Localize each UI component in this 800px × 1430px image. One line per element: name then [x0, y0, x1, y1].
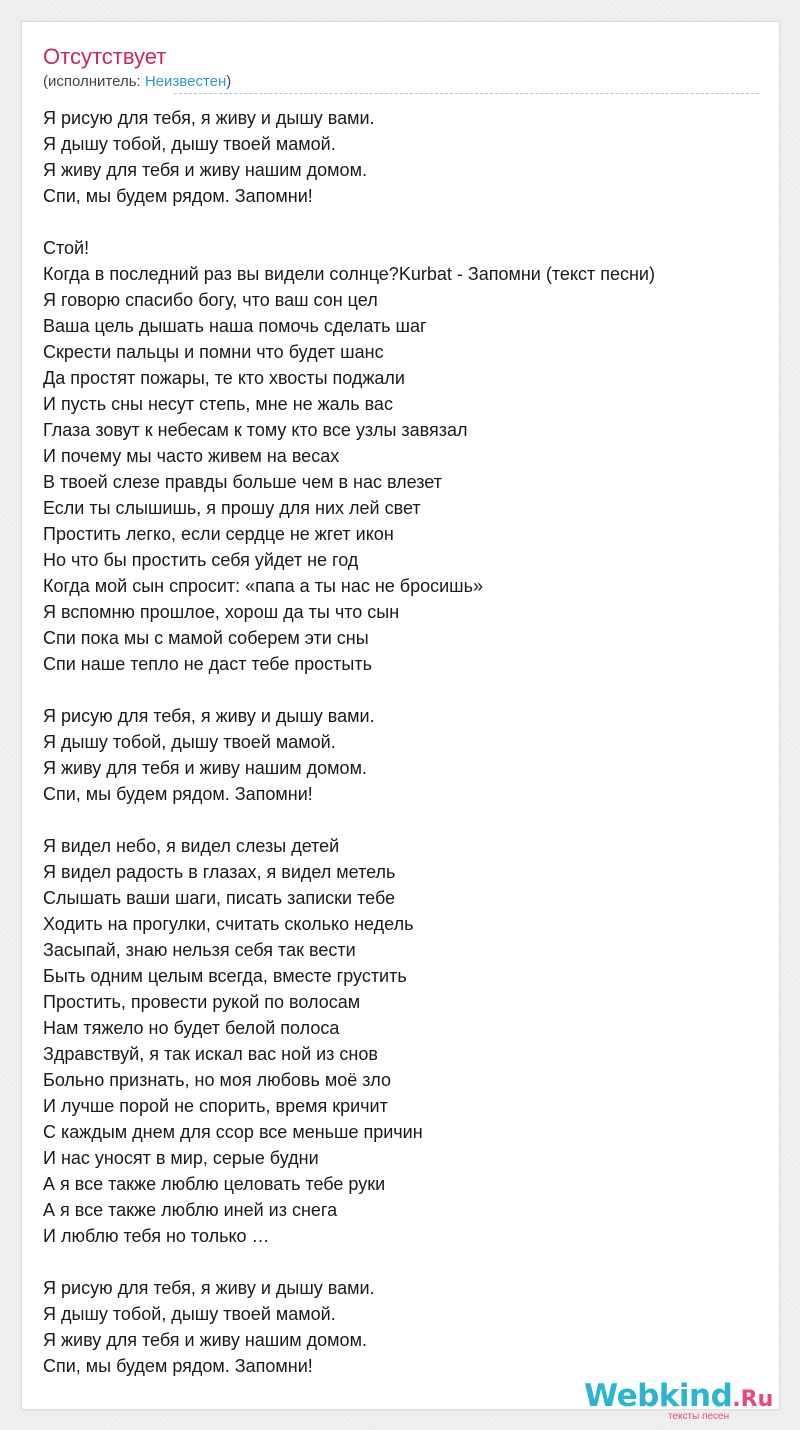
lyric-line: Я дышу тобой, дышу твоей мамой. — [43, 134, 336, 154]
lyric-line: Я дышу тобой, дышу твоей мамой. — [43, 1304, 336, 1324]
lyric-line: Я живу для тебя и живу нашим домом. — [43, 160, 367, 180]
logo-tagline: тексты песен — [668, 1411, 730, 1422]
song-title: Отсутствует — [43, 44, 167, 69]
lyric-line: Я видел радость в глазах, я видел метель — [43, 862, 396, 882]
lyric-line: Я вспомню прошлое, хорош да ты что сын — [43, 602, 400, 622]
lyric-line: В твоей слезе правды больше чем в нас влезет — [43, 472, 442, 492]
lyric-line: Больно признать, но моя любовь моё зло — [43, 1070, 392, 1090]
lyric-line: И нас уносят в мир, серые будни — [43, 1148, 319, 1168]
lyric-line: А я все также люблю иней из снега — [43, 1200, 338, 1220]
lyric-line: Нам тяжело но будет белой полоса — [43, 1018, 340, 1038]
lyric-line: Я рисую для тебя, я живу и дышу вами. — [43, 108, 375, 128]
lyric-line: Я живу для тебя и живу нашим домом. — [43, 758, 367, 778]
lyric-line: Быть одним целым всегда, вместе грустить — [43, 966, 407, 986]
lyric-line: Я рисую для тебя, я живу и дышу вами. — [43, 706, 375, 726]
lyric-line: Ходить на прогулки, считать сколько недель — [43, 914, 414, 934]
lyric-line: Спи, мы будем рядом. Запомни! — [43, 186, 313, 206]
lyric-line: Глаза зовут к небесам к тому кто все узлы завязал — [43, 420, 468, 440]
lyric-line: Спи, мы будем рядом. Запомни! — [43, 1356, 313, 1376]
lyric-line: Простить легко, если сердце не жгет икон — [43, 524, 394, 544]
lyric-line: Я живу для тебя и живу нашим домом. — [43, 1330, 367, 1350]
lyric-line: Когда мой сын спросит: «папа а ты нас не бросишь» — [43, 576, 483, 596]
lyric-line: Спи, мы будем рядом. Запомни! — [43, 784, 313, 804]
lyric-line: Но что бы простить себя уйдет не год — [43, 550, 359, 570]
lyrics-text — [43, 105, 763, 1379]
lyric-line: Скрести пальцы и помни что будет шанс — [43, 342, 384, 362]
lyric-line: Спи наше тепло не даст тебе простыть — [43, 654, 372, 674]
lyric-line: Я дышу тобой, дышу твоей мамой. — [43, 732, 336, 752]
lyric-line: И лучше порой не спорить, время кричит — [43, 1096, 388, 1116]
lyrics-card — [21, 21, 780, 1422]
lyric-line: Здравствуй, я так искал вас ной из снов — [43, 1044, 378, 1064]
lyric-line: И почему мы часто живем на весах — [43, 446, 340, 466]
logo-domain: .Ru — [732, 1387, 774, 1412]
lyric-line: Слышать ваши шаги, писать записки тебе — [43, 888, 396, 908]
artist-line — [43, 73, 231, 91]
lyric-line: Я видел небо, я видел слезы детей — [43, 836, 340, 856]
lyric-line: Спи пока мы с мамой соберем эти сны — [43, 628, 369, 648]
lyric-line: Ваша цель дышать наша помочь сделать шаг — [43, 316, 427, 336]
lyric-line: Я рисую для тебя, я живу и дышу вами. — [43, 1278, 375, 1298]
lyric-line: С каждым днем для ссор все меньше причин — [43, 1122, 423, 1142]
lyric-line: И пусть сны несут степь, мне не жаль вас — [43, 394, 393, 414]
lyric-line: Стой! — [43, 238, 90, 258]
stanza-break — [43, 677, 763, 703]
lyric-line: Когда в последний раз вы видели солнце?Kurbat - Запомни (текст песни) — [43, 264, 655, 284]
stanza-break — [43, 1249, 763, 1275]
lyric-line: Если ты слышишь, я прошу для них лей свет — [43, 498, 421, 518]
site-logo[interactable] — [584, 1379, 784, 1423]
title-divider — [174, 93, 759, 94]
lyric-line: Я говорю спасибо богу, что ваш сон цел — [43, 290, 378, 310]
lyric-line: Засыпай, знаю нельзя себя так вести — [43, 940, 356, 960]
logo-brand: Webkind — [584, 1378, 733, 1414]
lyric-line: И люблю тебя но только … — [43, 1226, 270, 1246]
artist-link[interactable]: Неизвестен — [144, 73, 227, 90]
artist-prefix: (исполнитель: — [43, 73, 145, 90]
stanza-break — [43, 209, 763, 235]
lyric-line: А я все также люблю целовать тебе руки — [43, 1174, 386, 1194]
lyric-line: Простить, провести рукой по волосам — [43, 992, 361, 1012]
artist-suffix: ) — [226, 73, 232, 90]
stanza-break — [43, 807, 763, 833]
lyric-line: Да простят пожары, те кто хвосты поджали — [43, 368, 405, 388]
